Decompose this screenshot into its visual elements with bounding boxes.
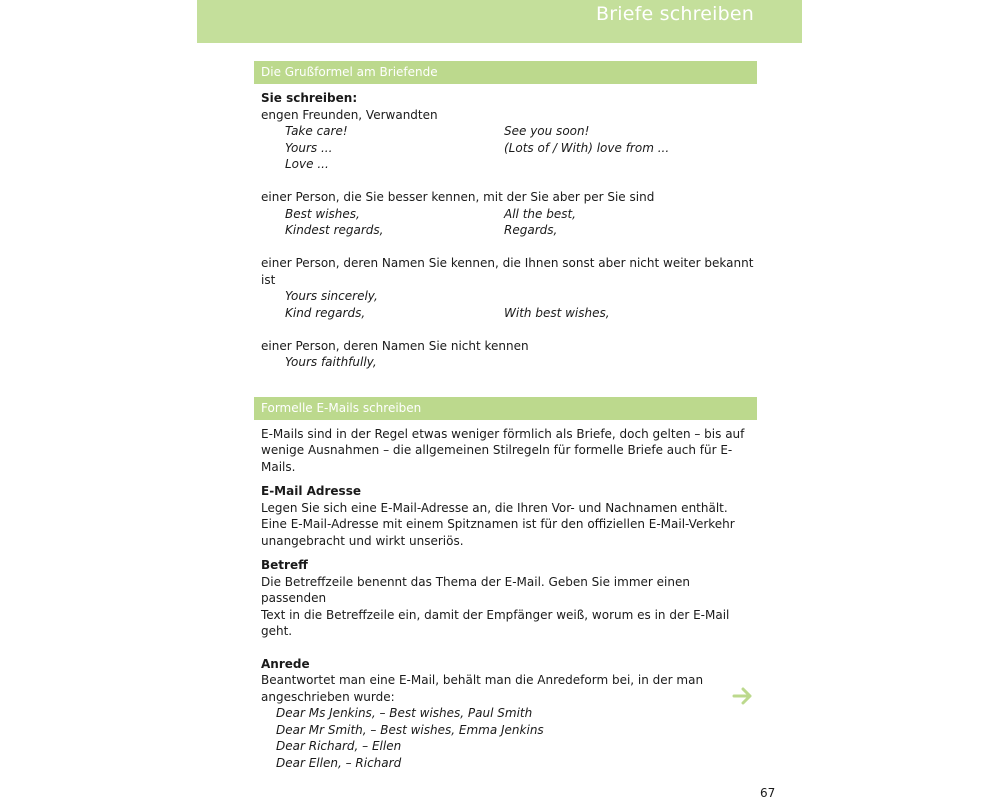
closing-phrase: With best wishes, [504, 305, 610, 320]
closing-row [261, 156, 757, 173]
closing-row [261, 140, 757, 157]
intro-line: wenige Ausnahmen – die allgemeinen Stilregeln für formelle Briefe auch für E-Mails. [261, 443, 733, 474]
closing-phrase: Yours sincerely, [285, 289, 378, 303]
closing-phrase: All the best, [504, 206, 576, 221]
chapter-title: Briefe schreiben [596, 3, 754, 25]
example-line: Dear Ellen, – Richard [276, 755, 402, 770]
body-line: Beantwortet man eine E-Mail, behält man die Anredeform bei, in der man [261, 673, 704, 687]
closing-phrase: Love ... [285, 157, 329, 171]
section-grussformel [254, 90, 757, 371]
closing-row [261, 123, 757, 140]
closing-row [261, 288, 757, 305]
arrow-right-icon[interactable] [732, 686, 754, 711]
group-label: engen Freunden, Verwandten [261, 107, 438, 122]
arrow-right-icon-svg [732, 687, 754, 705]
group-friends [261, 107, 757, 173]
closing-phrase: Regards, [504, 223, 558, 237]
group-label: einer Person, deren Namen Sie kennen, die Ihnen sonst aber nicht weiter bekannt ist [261, 256, 754, 287]
body-line: unangebracht und wirkt unseriös. [261, 533, 464, 548]
section-heading-emails: Formelle E-Mails schreiben [254, 397, 757, 420]
example-line: Dear Ms Jenkins, – Best wishes, Paul Smith [276, 706, 533, 720]
subheading-email-address: E-Mail Adresse [261, 484, 361, 498]
closing-phrase: Take care! [285, 124, 348, 138]
closing-phrase: Kind regards, [285, 305, 366, 320]
closing-phrase: See you soon! [504, 124, 590, 138]
closing-row [261, 222, 757, 239]
book-page [197, 0, 802, 800]
group-label: einer Person, die Sie besser kennen, mit der Sie aber per Sie sind [261, 190, 655, 204]
closing-phrase: Best wishes, [285, 206, 360, 221]
header-band [197, 0, 802, 43]
section-emails [254, 420, 757, 772]
subheading-subject: Betreff [261, 558, 308, 572]
closing-row [261, 354, 757, 371]
closing-row [261, 206, 757, 223]
closing-row [261, 305, 757, 322]
closing-phrase: Kindest regards, [285, 223, 384, 237]
body-line: Text in die Betreffzeile ein, damit der Empfänger weiß, worum es in der E-Mail geht. [261, 607, 730, 638]
group-known-name [261, 255, 757, 321]
closing-phrase: Yours ... [285, 140, 333, 155]
example-line: Dear Richard, – Ellen [276, 739, 402, 753]
intro-line: E-Mails sind in der Regel etwas weniger förmlich als Briefe, doch gelten – bis auf [261, 426, 745, 441]
closing-phrase: Yours faithfully, [285, 355, 377, 369]
example-line: Dear Mr Smith, – Best wishes, Emma Jenkins [276, 722, 544, 737]
page-content [254, 61, 757, 771]
body-line: Die Betreffzeile benennt das Thema der E-Mail. Geben Sie immer einen passenden [261, 574, 690, 605]
subheading-salutation: Anrede [261, 656, 310, 671]
group-label: einer Person, deren Namen Sie nicht kennen [261, 338, 529, 353]
body-line: Legen Sie sich eine E-Mail-Adresse an, die Ihren Vor- und Nachnamen enthält. [261, 500, 728, 515]
body-line: angeschrieben wurde: [261, 689, 395, 704]
body-line: Eine E-Mail-Adresse mit einem Spitznamen ist für den offiziellen E-Mail-Verkehr [261, 517, 735, 531]
lead-text: Sie schreiben: [261, 91, 358, 105]
group-acquaintance [261, 189, 757, 239]
closing-phrase: (Lots of / With) love from ... [504, 140, 670, 155]
page-number: 67 [760, 786, 776, 800]
group-unknown-name [261, 338, 757, 371]
section-heading-grussformel: Die Grußformel am Briefende [254, 61, 757, 84]
